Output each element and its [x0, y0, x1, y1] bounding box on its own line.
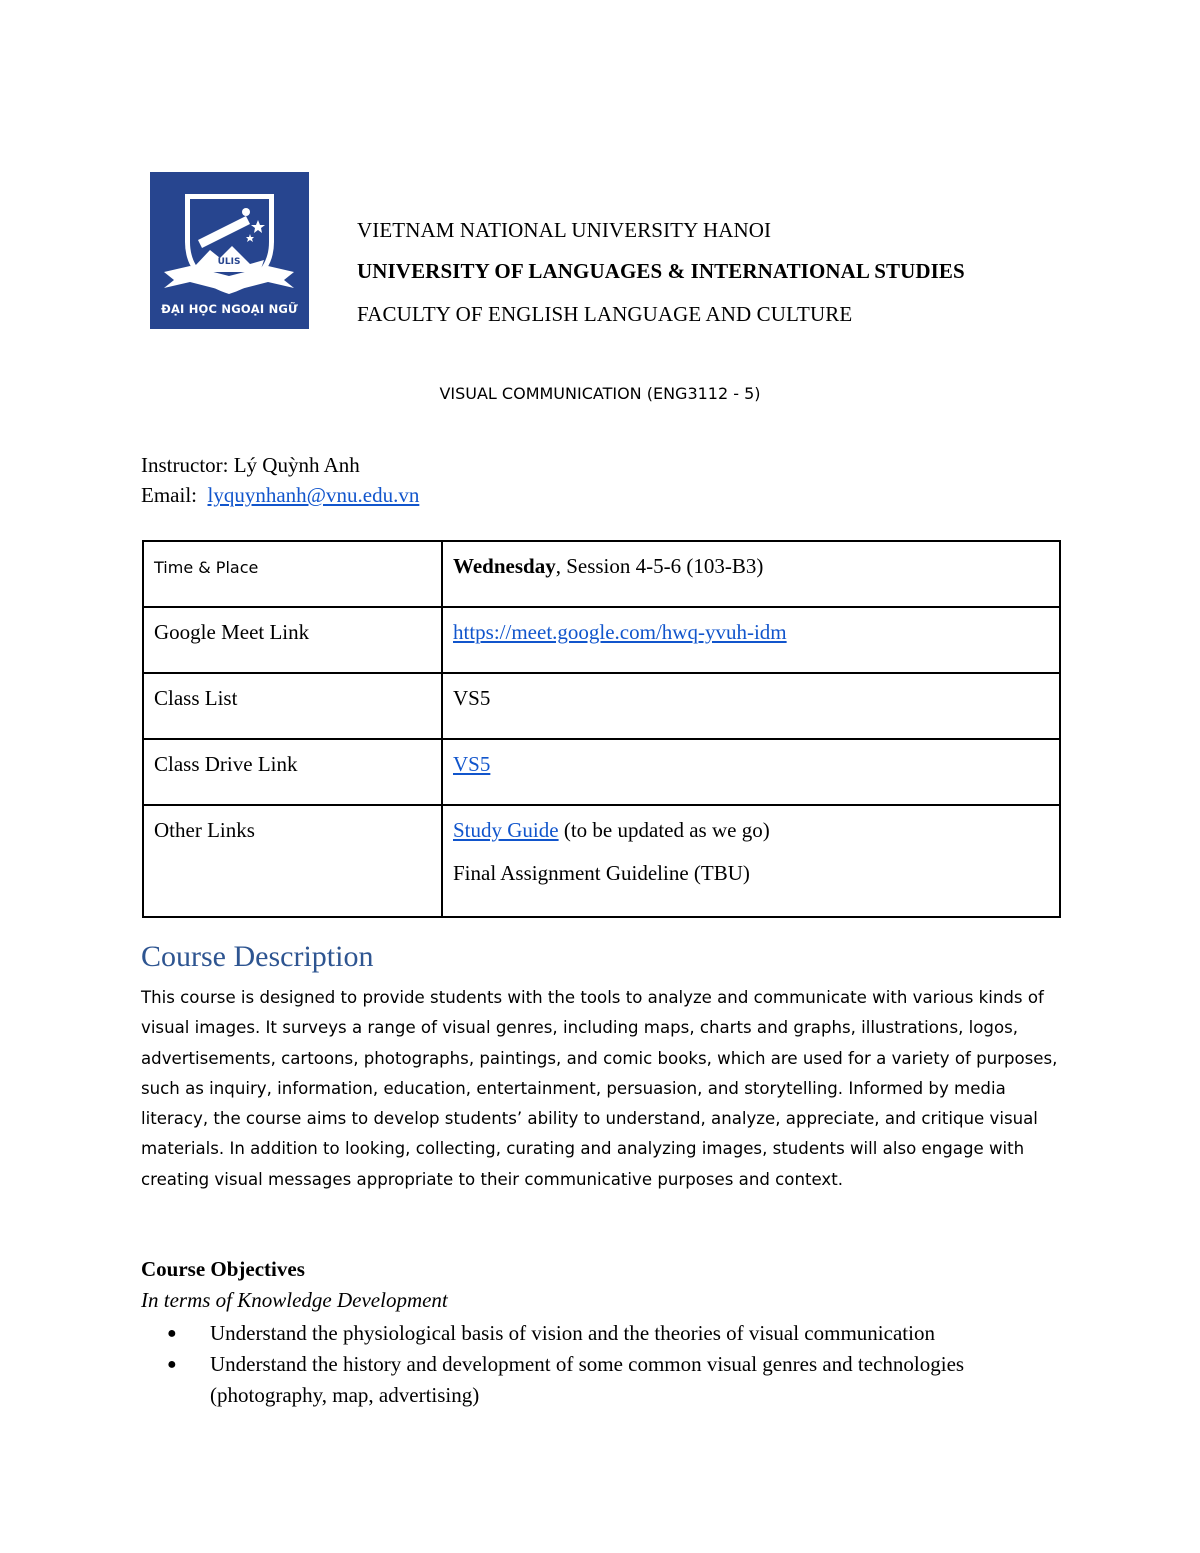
final-assignment-text: Final Assignment Guideline (TBU)	[453, 861, 750, 885]
instructor-block	[141, 450, 419, 510]
svg-text:ULIS: ULIS	[217, 257, 241, 267]
bullet-icon: ●	[167, 1325, 177, 1342]
study-guide-link[interactable]: Study Guide	[453, 818, 559, 842]
class-list-label: Class List	[143, 673, 442, 739]
class-list-value: VS5	[442, 673, 1060, 739]
table-row	[143, 739, 1060, 805]
instructor-name: Lý Quỳnh Anh	[233, 453, 360, 477]
course-description-heading: Course Description	[141, 940, 374, 973]
meet-value-cell	[442, 607, 1060, 673]
university-logo	[150, 172, 309, 329]
time-place-value	[442, 541, 1060, 607]
table-row	[143, 607, 1060, 673]
list-item	[141, 1318, 1071, 1349]
email-link[interactable]: lyquynhanh@vnu.edu.vn	[207, 483, 420, 507]
other-links-label: Other Links	[143, 805, 442, 917]
school-name: UNIVERSITY OF LANGUAGES & INTERNATIONAL STUDIES	[357, 259, 965, 283]
objective-text: Understand the history and development of some common visual genres and technologies (photography, map, advertising)	[210, 1352, 965, 1407]
instructor-line	[141, 450, 419, 480]
email-line	[141, 480, 419, 510]
email-label: Email:	[141, 483, 197, 507]
course-title: VISUAL COMMUNICATION (ENG3112 - 5)	[439, 384, 761, 403]
list-item	[141, 1349, 1071, 1411]
logo-text: ĐẠI HỌC NGOẠI NGỮ	[161, 302, 298, 316]
drive-label: Class Drive Link	[143, 739, 442, 805]
meet-link[interactable]: https://meet.google.com/hwq-yvuh-idm	[453, 620, 787, 644]
time-place-day: Wednesday	[453, 554, 556, 578]
time-place-label: Time & Place	[143, 541, 442, 607]
drive-value-cell	[442, 739, 1060, 805]
course-description-text: This course is designed to provide students with the tools to analyze and communicate with various kinds of visual images. It surveys a range of visual genres, including maps, charts and graphs, illustrations, logos, advertisements, cartoons, photographs, paintings, and comic books, which are used for a variety of purposes, such as inquiry, information, education, entertainment, persuasion, and storytelling. Informed by media literacy, the course aims to develop students’ ability to understand, analyze, appreciate, and critique visual materials. In addition to looking, collecting, curating and analyzing images, students will also engage with creating visual messages appropriate to their communicative purposes and context.	[141, 988, 1058, 1189]
other-links-cell	[442, 805, 1060, 917]
table-row	[143, 541, 1060, 607]
university-name: VIETNAM NATIONAL UNIVERSITY HANOI	[357, 218, 772, 242]
course-objectives-heading: Course Objectives	[141, 1257, 305, 1281]
course-info-table	[142, 540, 1061, 918]
study-guide-line	[453, 818, 1049, 843]
table-row	[143, 673, 1060, 739]
time-place-rest: , Session 4-5-6 (103-B3)	[555, 554, 764, 578]
bullet-icon: ●	[167, 1356, 177, 1373]
study-guide-note: (to be updated as we go)	[558, 818, 770, 842]
instructor-label: Instructor:	[141, 453, 229, 477]
objective-text: Understand the physiological basis of vision and the theories of visual communication	[210, 1321, 935, 1345]
objectives-list	[141, 1318, 1071, 1411]
table-row	[143, 805, 1060, 917]
meet-label: Google Meet Link	[143, 607, 442, 673]
drive-link[interactable]: VS5	[453, 752, 491, 776]
faculty-name: FACULTY OF ENGLISH LANGUAGE AND CULTURE	[357, 302, 853, 326]
knowledge-subheading: In terms of Knowledge Development	[141, 1288, 448, 1312]
